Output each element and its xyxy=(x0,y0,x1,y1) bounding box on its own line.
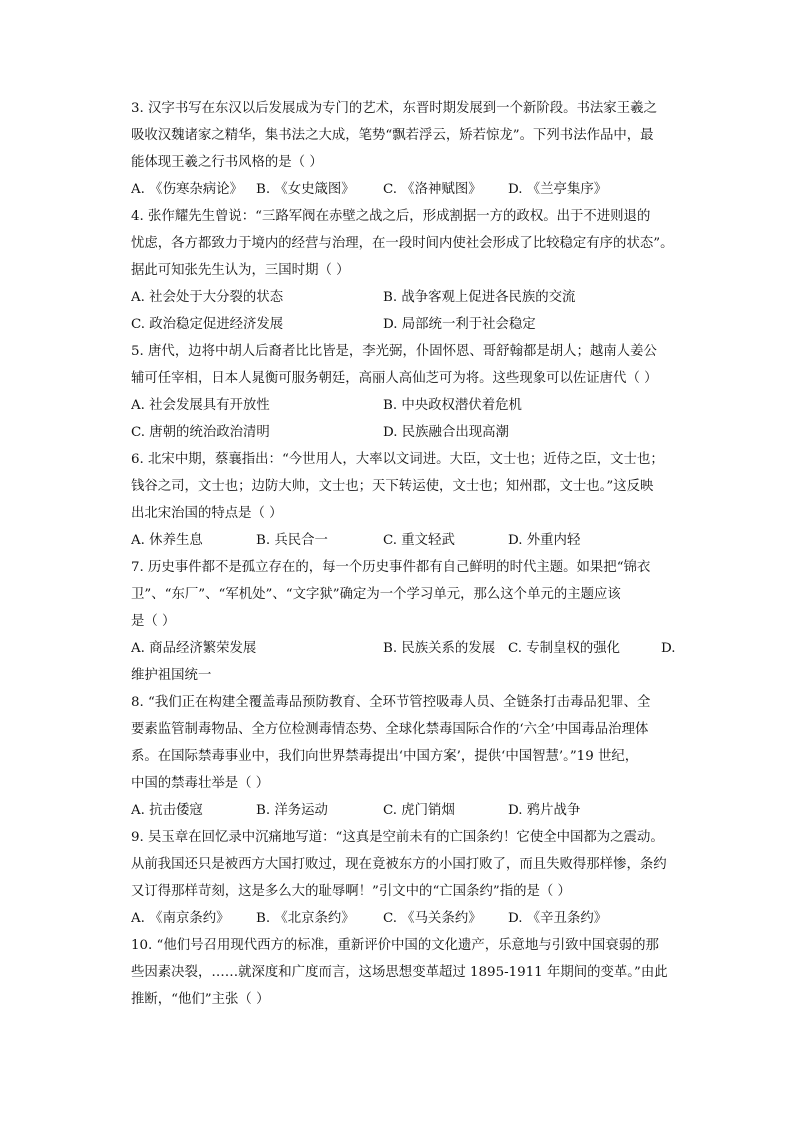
options-row xyxy=(131,419,691,446)
question-text-line: 要素监管制毒物品、全方位检测毒情态势、全球化禁毒国际合作的‘六全’中国毒品治理体 xyxy=(131,722,649,737)
option-c: C. 唐朝的统治政治清明 xyxy=(131,425,270,440)
question-text-line: 7. 历史事件都不是孤立存在的，每一个历史事件都有自己鲜明的时代主题。如果把“锦衣 xyxy=(131,560,651,575)
option-a: A. 商品经济繁荣发展 xyxy=(131,641,257,656)
option-a: A. 《南京条约》 xyxy=(131,911,230,926)
option-a: A. 抗击倭寇 xyxy=(131,803,203,818)
question-text-line: 是（ ） xyxy=(131,614,176,629)
option-d: D. 外重内轻 xyxy=(508,533,581,548)
options-row xyxy=(131,284,691,311)
question-4 xyxy=(131,203,691,338)
options-row xyxy=(131,392,691,419)
option-c: C. 政治稳定促进经济发展 xyxy=(131,317,284,332)
question-text-line: 出北宋治国的特点是（ ） xyxy=(131,506,283,521)
option-b: B. 洋务运动 xyxy=(256,803,328,818)
options-row-wrap xyxy=(131,662,691,689)
question-8 xyxy=(131,689,691,824)
option-b: B. 兵民合一 xyxy=(256,533,328,548)
option-a: A. 社会处于大分裂的状态 xyxy=(131,290,284,305)
question-text-line: 能体现王羲之行书风格的是（ ） xyxy=(131,155,323,170)
question-sheet xyxy=(131,95,691,1013)
question-text-line: 据此可知张先生认为，三国时期（ ） xyxy=(131,263,350,278)
options-row xyxy=(131,176,691,203)
option-d: D. 民族融合出现高潮 xyxy=(383,425,509,440)
question-9 xyxy=(131,824,691,932)
option-b: B. 《北京条约》 xyxy=(256,911,355,926)
question-text-line: 推断，“他们”主张（ ） xyxy=(131,992,270,1007)
question-6 xyxy=(131,446,691,554)
question-text-line: 又订得那样苛刻，这是多么大的耻辱啊！”引文中的“亡国条约”指的是（ ） xyxy=(131,884,571,899)
question-text-line: 4. 张作耀先生曾说：“三路军阀在赤壁之战之后，形成割据一方的政权。出于不进则退的 xyxy=(131,209,651,224)
option-c: C. 《洛神赋图》 xyxy=(383,182,482,197)
option-d: D. 局部统一利于社会稳定 xyxy=(383,317,536,332)
question-5 xyxy=(131,338,691,446)
question-text-line: 10. “他们号召用现代西方的标准，重新评价中国的文化遗产，乐意地与引致中国衰弱的那 xyxy=(131,938,659,953)
option-b: B. 民族关系的发展 xyxy=(383,641,496,656)
question-10 xyxy=(131,932,691,1013)
question-text-line: 8. “我们正在构建全覆盖毒品预防教育、全环节管控吸毒人员、全链条打击毒品犯罪、全 xyxy=(131,695,651,710)
options-row xyxy=(131,527,691,554)
options-row xyxy=(131,905,691,932)
question-text-line: 系。在国际禁毒事业中，我们向世界禁毒提出‘中国方案’，提供‘中国智慧’。”19 世纪， xyxy=(131,749,639,764)
option-b: B. 《女史箴图》 xyxy=(256,182,355,197)
question-text-line: 5. 唐代，边将中胡人后裔者比比皆是，李光弼，仆固怀恩、哥舒翰都是胡人；越南人姜公 xyxy=(131,344,657,359)
question-text-line: 6. 北宋中期，蔡襄指出：“今世用人，大率以文词进。大臣，文士也；近侍之臣，文士也； xyxy=(131,452,664,467)
question-text-line: 些因素决裂，……就深度和广度而言，这场思想变革超过 1895-1911 年期间的变革。”由此 xyxy=(131,965,668,980)
question-text-line: 钱谷之司，文士也；边防大帅，文士也；天下转运使，文士也；知州郡，文士也。”这反映 xyxy=(131,479,654,494)
option-b: B. 战争客观上促进各民族的交流 xyxy=(383,290,576,305)
option-a: A. 休养生息 xyxy=(131,533,203,548)
option-c: C. 专制皇权的强化 xyxy=(508,641,621,656)
question-text-line: 辅可任宰相，日本人晁衡可服务朝廷，高丽人高仙芝可为将。这些现象可以佐证唐代（ ） xyxy=(131,371,658,386)
question-text-line: 忧虑，各方都致力于境内的经营与治理，在一段时间内使社会形成了比较稳定有序的状态”。 xyxy=(131,236,674,251)
option-c: C. 《马关条约》 xyxy=(383,911,482,926)
option-a: A. 社会发展具有开放性 xyxy=(131,398,270,413)
question-text-line: 卫”、“东厂”、“军机处”、“文字狱”确定为一个学习单元，那么这个单元的主题应该 xyxy=(131,587,621,602)
option-a: A. 《伤寒杂病论》 xyxy=(131,182,243,197)
options-row xyxy=(131,311,691,338)
option-b: B. 中央政权潜伏着危机 xyxy=(383,398,522,413)
question-3 xyxy=(131,95,691,203)
question-text-line: 从前我国还只是被西方大国打败过，现在竟被东方的小国打败了，而且失败得那样惨，条约 xyxy=(131,857,667,872)
option-d: D. 《辛丑条约》 xyxy=(508,911,608,926)
option-d-text: 维护祖国统一 xyxy=(131,668,212,683)
options-row xyxy=(131,635,691,662)
question-text-line: 9. 吴玉章在回忆录中沉痛地写道：“这真是空前未有的亡国条约！它使全中国都为之震动。 xyxy=(131,830,664,845)
option-d: D. 《兰亭集序》 xyxy=(508,182,608,197)
option-d-label: D. xyxy=(661,641,676,656)
question-text-line: 吸收汉魏诸家之精华，集书法之大成，笔势“飘若浮云，矫若惊龙”。下列书法作品中，最 xyxy=(131,128,654,143)
question-text-line: 中国的禁毒壮举是（ ） xyxy=(131,776,270,791)
question-text-line: 3. 汉字书写在东汉以后发展成为专门的艺术，东晋时期发展到一个新阶段。书法家王羲之 xyxy=(131,101,657,116)
option-d: D. 鸦片战争 xyxy=(508,803,581,818)
question-7 xyxy=(131,554,691,689)
option-c: C. 重文轻武 xyxy=(383,533,455,548)
option-c: C. 虎门销烟 xyxy=(383,803,455,818)
options-row xyxy=(131,797,691,824)
